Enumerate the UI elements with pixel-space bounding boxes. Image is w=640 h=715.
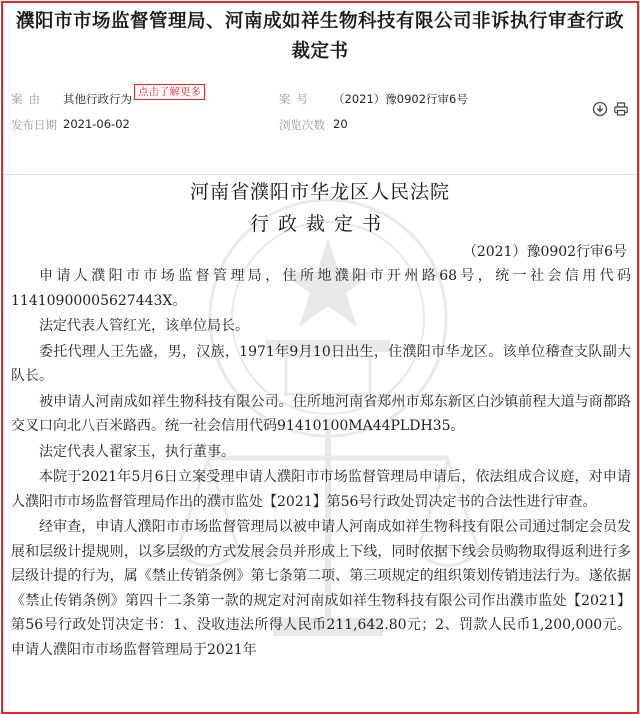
paragraph-agent: 委托代理人王先盛，男，汉族，1971年9月10日出生，住濮阳市华龙区。该单位稽查支队副大队长。 <box>11 343 631 384</box>
date-value: 2021-06-02 <box>63 117 130 131</box>
case-value: （2021）豫0902行审6号 <box>333 92 468 106</box>
download-icon[interactable] <box>592 101 608 117</box>
court-name: 河南省濮阳市华龙区人民法院 <box>189 181 450 203</box>
page-frame <box>1 1 639 714</box>
meta-panel <box>3 86 637 161</box>
paragraph-review: 经审查，申请人濮阳市市场监督管理局以被申请人河南成如祥生物科技有限公司通过制定会员发展和层级计提规则，以多层级的方式发展会员并形成上下线，同时依据下线会员购物取得返利进行多层级计提的行为，属《禁止传销条例》第七条第二项、第三项规定的组织策划传销违法行为。遂依据《禁止传销条例》第四十二条第一款的规定对河南成如祥生物科技有限公司作出濮市监处【2021】第56号行政处罚决定书：1、没收违法所得人民币211,642.80元；2、罚款人民币1,200,000元。申请人濮阳市市场监督管理局于2021年 <box>11 519 631 658</box>
page-title: 濮阳市市场监督管理局、河南成如祥生物科技有限公司非诉执行审查行政裁定书 <box>15 11 624 62</box>
document-type: 行政裁定书 <box>249 213 390 235</box>
paragraph-legal-rep: 法定代表人管红光，该单位局长。 <box>39 318 249 334</box>
cause-value: 其他行政行为 <box>63 92 132 106</box>
learn-more-button[interactable]: 点击了解更多 <box>134 84 205 100</box>
paragraph-respondent: 被申请人河南成如祥生物科技有限公司。住所地河南省郑州市郑东新区白沙镇前程大道与商都路交叉口向北八百米路西。统一社会信用代码91410100MA44PLDH35。 <box>11 393 631 434</box>
paragraph-applicant: 申请人濮阳市市场监督管理局，住所地濮阳市开州路68号，统一社会信用代码11410900005627443X。 <box>11 268 631 309</box>
date-label: 发布日期 <box>11 118 57 132</box>
meta-row-date <box>3 117 637 139</box>
paragraph-filing: 本院于2021年5月6日立案受理申请人濮阳市市场监督管理局申请后，依法组成合议庭，对申请人濮阳市市场监督管理局作出的濮市监处【2021】第56号行政处罚决定书的合法性进行审查。 <box>11 469 631 510</box>
meta-row-case <box>3 86 637 113</box>
header-divider <box>3 174 637 175</box>
paragraph-respondent-rep: 法定代表人翟家玉，执行董事。 <box>39 443 235 460</box>
views-label: 浏览次数 <box>279 118 325 132</box>
toolbar <box>592 101 629 117</box>
views-value: 20 <box>333 117 348 131</box>
judgment-document <box>3 179 637 662</box>
print-icon[interactable] <box>613 101 629 117</box>
case-number: （2021）豫0902行审6号 <box>462 244 627 260</box>
cause-label: 案由 <box>11 92 46 106</box>
case-label: 案号 <box>279 92 314 106</box>
